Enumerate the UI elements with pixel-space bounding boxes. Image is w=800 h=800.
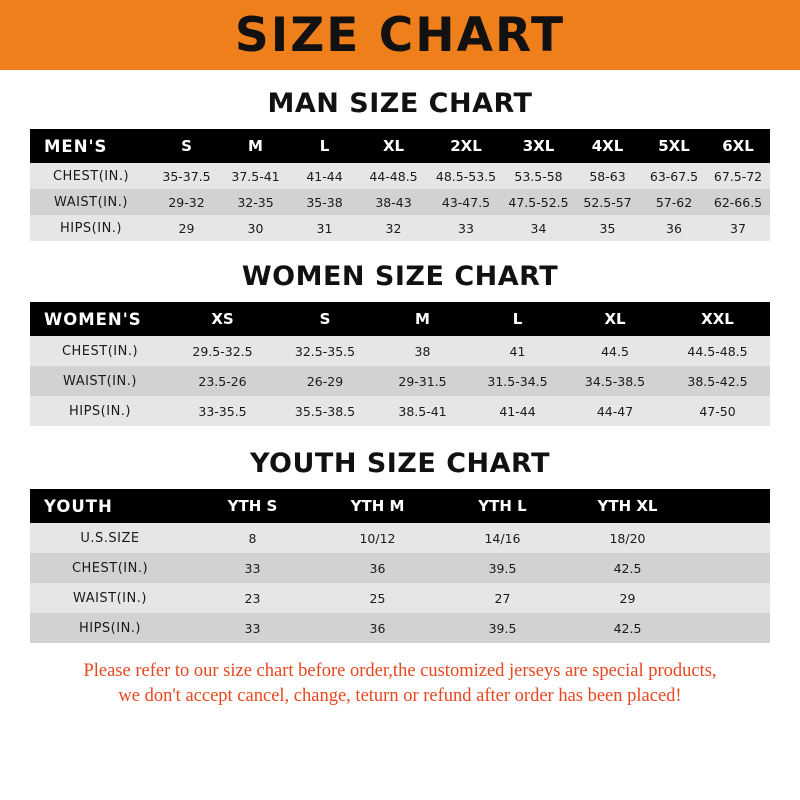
table-cell: 27 [494, 590, 511, 606]
table-cell: 42.5 [613, 620, 642, 636]
table-cell: 57-62 [655, 194, 693, 210]
table-cell: 41-44 [306, 168, 343, 184]
table-cell: 25 [369, 590, 386, 606]
table-cell: 48.5-53.5 [435, 168, 497, 184]
youth-table-wrapper [30, 489, 770, 643]
table-row [30, 613, 770, 643]
table-cell: 33 [458, 220, 474, 236]
table-cell: 35 [599, 220, 616, 236]
youth-header-cell: YTH XL [597, 497, 658, 515]
table-cell: 29.5-32.5 [192, 343, 253, 359]
table-header-row [30, 489, 770, 523]
women-header-cell: M [415, 310, 430, 328]
table-cell: 62-66.5 [713, 194, 763, 210]
youth-header-cell: YTH L [478, 497, 527, 515]
table-cell: 35-38 [306, 194, 343, 210]
row-label: CHEST(IN.) [52, 168, 130, 184]
note-line-1: Please refer to our size chart before order,the customized jerseys are special products, [83, 661, 717, 681]
table-cell: 36 [369, 560, 386, 576]
women-size-table [30, 302, 770, 426]
table-cell: 38.5-41 [398, 403, 447, 419]
table-row [30, 553, 770, 583]
table-cell: 38-43 [375, 194, 412, 210]
table-cell: 44-47 [596, 403, 634, 419]
table-cell: 34 [530, 220, 547, 236]
table-row [30, 163, 770, 189]
women-header-cell: S [319, 310, 331, 328]
table-cell: 39.5 [488, 560, 517, 576]
table-cell: 47.5-52.5 [508, 194, 569, 210]
table-cell: 35.5-38.5 [294, 403, 356, 419]
youth-header-cell: YTH M [350, 497, 405, 515]
table-cell: 14/16 [484, 530, 521, 546]
youth-header-cell: YTH S [227, 497, 278, 515]
table-cell: 8 [248, 530, 257, 546]
table-row [30, 396, 770, 426]
table-cell: 63-67.5 [649, 168, 699, 184]
note-line-2: we don't accept cancel, change, teturn or refund after order has been placed! [118, 685, 682, 706]
women-header-cell: XL [604, 310, 626, 328]
row-label: U.S.SIZE [80, 530, 140, 546]
man-header-cell: 5XL [658, 137, 690, 155]
table-cell: 39.5 [488, 620, 517, 636]
table-cell: 32.5-35.5 [294, 343, 356, 359]
table-cell: 52.5-57 [583, 194, 632, 210]
page-title: SIZE CHART [234, 7, 566, 63]
man-header-cell: 4XL [591, 137, 624, 155]
women-header-cell: XXL [701, 310, 734, 328]
table-cell: 32 [385, 220, 402, 236]
table-cell: 38 [414, 343, 431, 359]
table-cell: 38.5-42.5 [687, 373, 748, 389]
women-header-cell: XS [211, 310, 234, 328]
table-cell: 33 [244, 620, 261, 636]
row-label: HIPS(IN.) [68, 403, 132, 419]
banner [0, 0, 800, 70]
table-cell: 42.5 [613, 560, 642, 576]
disclaimer-note [0, 659, 800, 709]
man-section-title: MAN SIZE CHART [267, 88, 533, 119]
table-header-row [30, 129, 770, 163]
row-label: CHEST(IN.) [71, 560, 149, 576]
table-cell: 36 [369, 620, 386, 636]
table-cell: 33-35.5 [198, 403, 247, 419]
table-cell: 35-37.5 [162, 168, 211, 184]
row-label: WAIST(IN.) [73, 590, 147, 606]
man-table-wrapper [30, 129, 770, 241]
table-cell: 34.5-38.5 [584, 373, 646, 389]
row-label: CHEST(IN.) [61, 343, 139, 359]
man-header-cell: S [181, 137, 192, 155]
table-cell-spacer [690, 553, 770, 583]
women-header-cell: L [512, 310, 523, 328]
table-cell: 36 [666, 220, 682, 236]
row-label: WAIST(IN.) [63, 373, 137, 389]
man-header-cell: L [319, 137, 330, 155]
table-cell: 58-63 [589, 168, 626, 184]
man-header-cell: 2XL [450, 137, 482, 155]
table-cell-spacer [690, 523, 770, 553]
table-cell: 44-48.5 [369, 168, 418, 184]
table-cell: 41 [509, 343, 526, 359]
man-header-cell: 3XL [522, 137, 555, 155]
row-label: HIPS(IN.) [78, 620, 142, 636]
table-cell: 23.5-26 [198, 373, 247, 389]
table-cell: 67.5-72 [713, 168, 763, 184]
table-cell: 30 [247, 220, 264, 236]
table-cell: 23 [244, 590, 261, 606]
table-cell: 53.5-58 [514, 168, 563, 184]
women-section-title: WOMEN SIZE CHART [241, 261, 559, 292]
table-cell: 18/20 [609, 530, 646, 546]
table-cell: 26-29 [306, 373, 344, 389]
youth-size-table [30, 489, 770, 643]
table-cell: 41-44 [499, 403, 536, 419]
table-cell: 47-50 [699, 403, 736, 419]
man-header-cell: MEN'S [44, 136, 108, 156]
table-cell-spacer [690, 583, 770, 613]
table-row [30, 366, 770, 396]
table-cell: 29-32 [168, 194, 205, 210]
table-cell: 29 [619, 590, 636, 606]
table-cell-spacer [690, 613, 770, 643]
table-cell: 29 [178, 220, 195, 236]
table-cell: 37 [730, 220, 746, 236]
table-row [30, 583, 770, 613]
table-row [30, 189, 770, 215]
table-cell: 37.5-41 [231, 168, 280, 184]
table-row [30, 215, 770, 241]
women-table-wrapper [30, 302, 770, 426]
youth-header-spacer [690, 489, 770, 523]
table-cell: 10/12 [359, 530, 396, 546]
youth-section-title: YOUTH SIZE CHART [249, 448, 551, 479]
table-cell: 44.5-48.5 [687, 343, 748, 359]
man-header-cell: M [248, 137, 263, 155]
table-cell: 43-47.5 [441, 194, 491, 210]
row-label: HIPS(IN.) [59, 220, 123, 236]
man-header-cell: 6XL [722, 137, 754, 155]
table-row [30, 336, 770, 366]
man-size-table [30, 129, 770, 241]
table-cell: 44.5 [601, 343, 629, 359]
table-row [30, 523, 770, 553]
table-cell: 33 [244, 560, 261, 576]
table-header-row [30, 302, 770, 336]
table-cell: 29-31.5 [398, 373, 447, 389]
women-header-cell: WOMEN'S [44, 309, 142, 329]
table-cell: 31.5-34.5 [487, 373, 548, 389]
table-cell: 31 [316, 220, 333, 236]
row-label: WAIST(IN.) [54, 194, 128, 210]
youth-header-cell: YOUTH [44, 496, 113, 516]
table-cell: 32-35 [237, 194, 274, 210]
man-header-cell: XL [382, 137, 405, 155]
